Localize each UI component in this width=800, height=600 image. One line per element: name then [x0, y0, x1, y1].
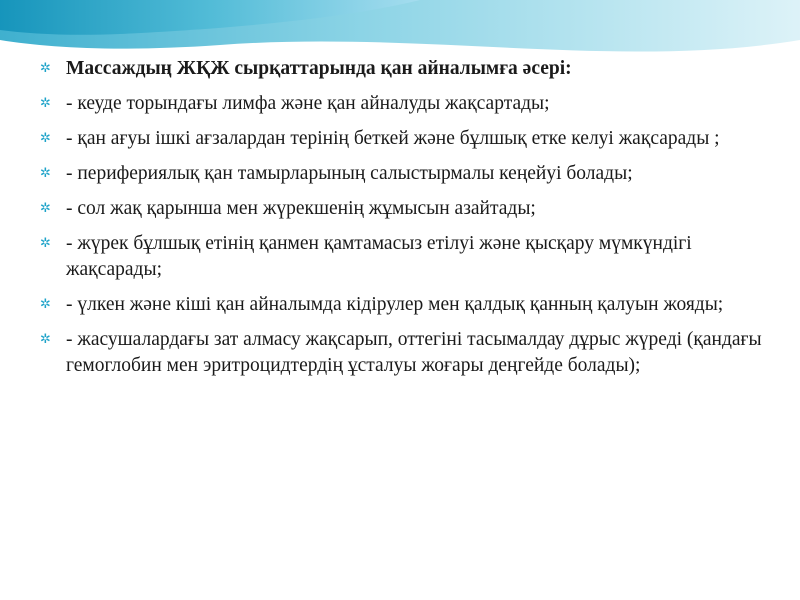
bullet-star-icon: ✲ [40, 236, 51, 251]
list-item [40, 327, 770, 379]
list-item-text: - кеуде торындағы лимфа және қан айналуды жақсартады; [66, 93, 550, 114]
bullet-star-icon: ✲ [40, 332, 51, 347]
list-item [40, 91, 770, 117]
list-item-text: - жүрек бұлшық етінің қанмен қамтамасыз етілуі және қысқару мүмкүндігі жақсарады; [66, 233, 692, 280]
list-item [40, 126, 770, 152]
list-item [40, 196, 770, 222]
bullet-star-icon: ✲ [40, 131, 51, 146]
list-item-text: - қан ағуы ішкі ағзалардан терінің беткей және бұлшық етке келуі жақсарады ; [66, 128, 720, 149]
list-item [40, 231, 770, 283]
list-item [40, 292, 770, 318]
list-item-text: - сол жақ қарынша мен жүрекшенің жұмысын азайтады; [66, 198, 536, 219]
slide-title: Массаждың ЖҚЖ сырқаттарында қан айналымға әсері: [66, 58, 572, 79]
bullet-star-icon: ✲ [40, 166, 51, 181]
slide-title-item [40, 56, 770, 82]
list-item-text: - үлкен және кіші қан айналымда кідірулер мен қалдық қанның қалуын жояды; [66, 294, 724, 315]
bullet-star-icon: ✲ [40, 96, 51, 111]
list-item [40, 161, 770, 187]
bullet-star-icon: ✲ [40, 61, 51, 76]
list-item-text: - жасушалардағы зат алмасу жақсарып, оттегіні тасымалдау дұрыс жүреді (қандағы гемоглобин мен эритроцидтердің ұсталуы жоғары деңгейде болады); [66, 329, 762, 376]
list-item-text: - перифериялық қан тамырларының салыстырмалы кеңейуі болады; [66, 163, 633, 184]
bullet-list [40, 56, 770, 388]
bullet-star-icon: ✲ [40, 297, 51, 312]
bullet-star-icon: ✲ [40, 201, 51, 216]
